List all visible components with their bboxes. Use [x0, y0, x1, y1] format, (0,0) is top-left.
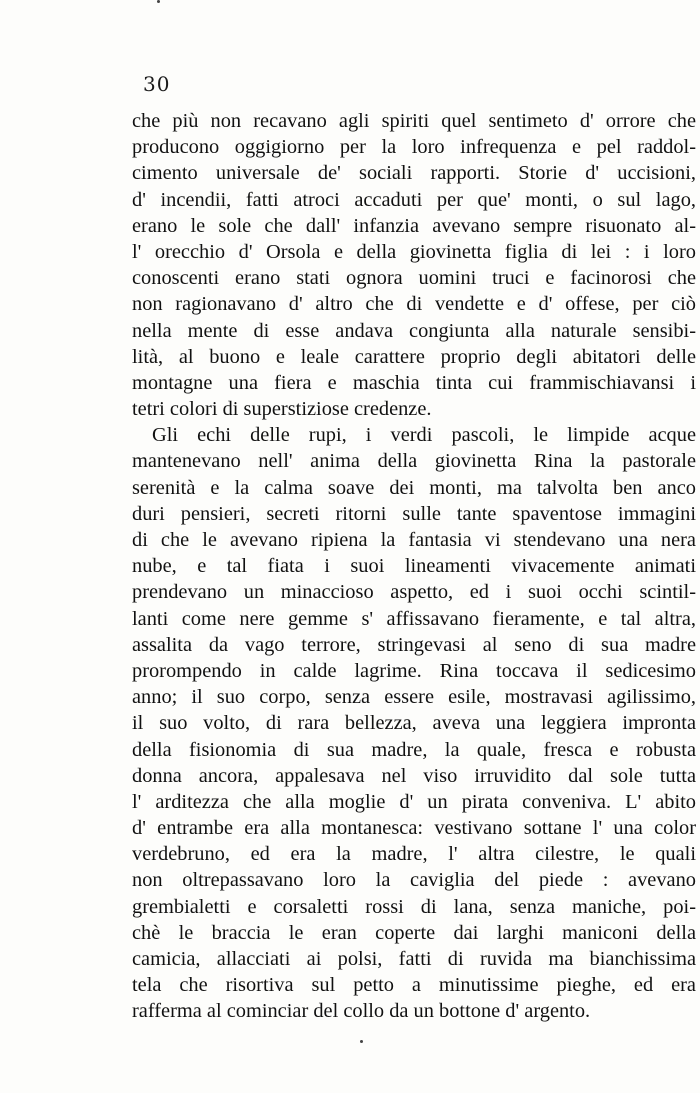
- text-line: Gli echi delle rupi, i verdi pascoli, le limpide acque: [152, 424, 696, 447]
- text-line: di che le avevano ripiena la fantasia vi stendevano una nera: [132, 529, 696, 551]
- text-line: prorompendo in calde lagrime. Rina toccava il sedicesimo: [132, 659, 696, 682]
- text-line: anno; il suo corpo, senza essere esile, mostravasi agilissimo,: [132, 686, 696, 709]
- text-line: conoscenti erano stati ognora uomini truci e facinorosi che: [132, 267, 696, 290]
- ink-speck: [157, 0, 160, 3]
- text-line: chè le braccia le eran coperte dai larghi maniconi della: [132, 921, 696, 944]
- text-line: tetri colori di superstiziose credenze.: [132, 398, 432, 421]
- body-text: [132, 108, 696, 1025]
- text-line: lità, al buono e leale carattere proprio degli abitatori delle: [132, 345, 696, 368]
- text-line: donna ancora, appalesava nel viso irruvidito dal sole tutta: [132, 764, 696, 787]
- ink-speck: [360, 1040, 363, 1043]
- text-line: il suo volto, di rara bellezza, aveva una leggiera impronta: [132, 712, 696, 735]
- text-line: producono oggigiorno per la loro infrequenza e pel raddol-: [132, 136, 696, 159]
- text-line: montagne una fiera e maschia tinta cui frammischiavansi i: [132, 371, 696, 394]
- text-line: della fisionomia di sua madre, la quale, fresca e robusta: [132, 738, 696, 761]
- text-line: tela che risortiva sul petto a minutissime pieghe, ed era: [132, 974, 696, 997]
- text-line: duri pensieri, secreti ritorni sulle tante spaventose immagini: [132, 502, 696, 525]
- text-line: non ragionavano d' altro che di vendette e d' offese, per ciò: [132, 293, 696, 316]
- text-line: assalita da vago terrore, stringevasi al seno di sua madre: [132, 633, 696, 656]
- paragraph: [132, 108, 696, 422]
- text-line: camicia, allacciati ai polsi, fatti di ruvida ma bianchissima: [132, 948, 696, 970]
- text-line: d' entrambe era alla montanesca: vestivano sottane l' una color: [132, 817, 696, 840]
- text-line: lanti come nere gemme s' affissavano fieramente, e tal altra,: [132, 607, 696, 630]
- paragraph: [132, 422, 696, 1024]
- text-line: mantenevano nell' anima della giovinetta Rina la pastorale: [132, 450, 696, 473]
- text-line: l' orecchio d' Orsola e della giovinetta figlia di lei : i loro: [132, 240, 696, 263]
- text-line: nella mente di esse andava congiunta alla naturale sensibi-: [132, 319, 696, 342]
- text-line: cimento universale de' sociali rapporti. Storie d' uccisioni,: [132, 162, 696, 185]
- text-line: erano le sole che dall' infanzia avevano sempre risuonato al-: [132, 214, 696, 237]
- text-line: prendevano un minaccioso aspetto, ed i suoi occhi scintil-: [132, 581, 696, 604]
- text-line: non oltrepassavano loro la caviglia del piede : avevano: [132, 869, 696, 892]
- text-line: che più non recavano agli spiriti quel sentimeto d' orrore che: [132, 110, 696, 132]
- text-line: rafferma al cominciar del collo da un bottone d' argento.: [132, 1000, 591, 1023]
- text-line: serenità e la calma soave dei monti, ma talvolta ben anco: [132, 476, 696, 499]
- text-line: verdebruno, ed era la madre, l' altra cilestre, le quali: [132, 843, 696, 866]
- text-line: d' incendii, fatti atroci accaduti per que' monti, o sul lago,: [132, 188, 696, 211]
- text-line: nube, e tal fiata i suoi lineamenti vivacemente animati: [132, 555, 696, 578]
- page-number: 30: [143, 72, 171, 96]
- text-line: grembialetti e corsaletti rossi di lana, senza maniche, poi-: [132, 895, 696, 918]
- text-line: l' arditezza che alla moglie d' un pirata conveniva. L' abito: [132, 790, 696, 813]
